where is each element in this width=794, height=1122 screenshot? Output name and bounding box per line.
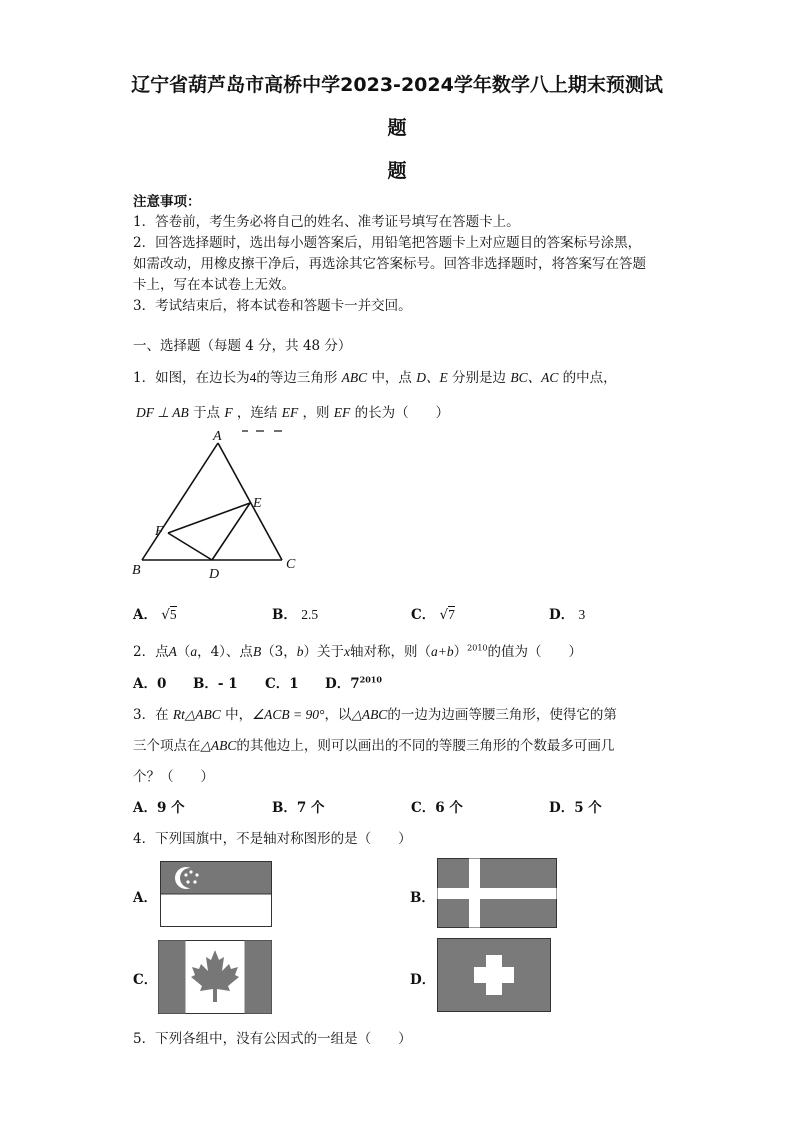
option-letter: C． bbox=[411, 800, 436, 816]
question-1-stem bbox=[133, 366, 617, 386]
notice-item: 卡上，写在本试卷上无效。 bbox=[133, 277, 295, 293]
math-run: ABC bbox=[341, 370, 368, 385]
label-d: D bbox=[209, 567, 220, 582]
option-text: 7 个 bbox=[296, 800, 325, 816]
text-run: 的值为（ ） bbox=[487, 644, 583, 660]
sqrt-icon: √ bbox=[161, 607, 170, 623]
text-run: ，连结 bbox=[236, 405, 278, 421]
question-3-stem-line3: 个？（ ） bbox=[133, 769, 214, 785]
option-letter: B． bbox=[410, 890, 435, 906]
notice-item: 3．考试结束后，将本试卷和答题卡一并交回。 bbox=[133, 298, 412, 314]
math-run: DF ⊥ AB bbox=[136, 405, 189, 420]
text-run: 3．在 bbox=[133, 707, 169, 723]
notice-heading: 注意事项： bbox=[133, 194, 201, 210]
text-run: （3， bbox=[261, 644, 297, 660]
option-a[interactable] bbox=[133, 886, 157, 906]
question-5-stem: 5．下列各组中，没有公因式的一组是（ ） bbox=[133, 1031, 412, 1047]
text-run: ，4）、点 bbox=[197, 644, 253, 660]
option-text: 7 bbox=[448, 607, 455, 622]
segment-de bbox=[212, 503, 250, 560]
notice-item: 1．答卷前，考生务必将自己的姓名、准考证号填写在答题卡上。 bbox=[133, 214, 520, 230]
question-3-stem bbox=[133, 703, 617, 723]
label-c: C bbox=[286, 557, 296, 572]
option-a[interactable] bbox=[133, 796, 185, 816]
label-b: B bbox=[132, 563, 141, 578]
option-b[interactable] bbox=[410, 886, 435, 906]
flag-left-band bbox=[159, 941, 186, 1014]
segment-ab bbox=[142, 443, 218, 560]
text-run: 中，点 bbox=[371, 370, 412, 386]
page-title-continued-2: 题 bbox=[387, 160, 407, 182]
text-run: ）关于 bbox=[303, 644, 345, 660]
option-a[interactable] bbox=[133, 672, 166, 692]
flag-cross-horizontal bbox=[438, 888, 557, 899]
math-run: Rt△ABC bbox=[172, 707, 221, 722]
text-run: ，则 bbox=[302, 405, 330, 421]
math-run: △ABC bbox=[351, 707, 388, 722]
flag-right-band bbox=[245, 941, 272, 1014]
label-a: A bbox=[213, 429, 222, 444]
option-letter: D． bbox=[325, 676, 351, 692]
text-run: （ bbox=[176, 644, 191, 660]
segment-fe bbox=[168, 503, 250, 533]
option-d[interactable] bbox=[410, 968, 435, 988]
math-run: a bbox=[190, 644, 198, 659]
math-run: △ABC bbox=[200, 738, 237, 753]
text-run: 1．如图，在边长为 bbox=[133, 370, 250, 386]
option-text: 5 个 bbox=[574, 800, 602, 816]
notice-item: 如需改动，用橡皮擦干净后，再选涂其它答案标号。回答非选择题时，将答案写在答题 bbox=[133, 256, 646, 272]
option-c[interactable] bbox=[133, 968, 157, 988]
text-run: 于点 bbox=[193, 405, 221, 421]
option-letter: C． bbox=[265, 676, 290, 692]
option-text: - 1 bbox=[217, 676, 238, 692]
option-letter: A． bbox=[133, 676, 157, 692]
option-b[interactable] bbox=[193, 672, 238, 692]
option-a[interactable] bbox=[133, 603, 177, 623]
text-run: 中， bbox=[225, 707, 253, 723]
option-letter: B． bbox=[272, 800, 297, 816]
option-text: 2.5 bbox=[301, 607, 319, 622]
option-d[interactable] bbox=[549, 796, 602, 816]
option-text: 7 bbox=[350, 676, 360, 692]
exponent: 2010 bbox=[359, 674, 382, 685]
option-letter: A． bbox=[133, 890, 157, 906]
notice-item: 2．回答选择题时，选出每小题答案后，用铅笔把答题卡上对应题目的答案标号涂黑， bbox=[133, 235, 642, 251]
math-run: x bbox=[344, 644, 351, 659]
page-title: 辽宁省葫芦岛市高桥中学2023-2024学年数学八上期末预测试 bbox=[131, 74, 663, 96]
text-run: 的一边为边画等腰三角形，使得它的第 bbox=[387, 707, 617, 723]
text-run: 的等边三角形 bbox=[256, 370, 338, 386]
cross-flag[interactable] bbox=[437, 858, 557, 928]
section-heading: 一、选择题（每题 4 分，共 48 分） bbox=[133, 338, 352, 354]
option-c[interactable] bbox=[411, 603, 455, 623]
canada-flag[interactable] bbox=[158, 940, 272, 1014]
option-b[interactable] bbox=[272, 603, 318, 623]
text-run: ，以 bbox=[324, 707, 352, 723]
option-letter: B． bbox=[272, 607, 297, 623]
question-1-stem-line2 bbox=[136, 401, 449, 421]
math-run: b bbox=[296, 644, 304, 659]
text-run: 的中点， bbox=[562, 370, 617, 386]
label-f: F bbox=[155, 524, 164, 539]
math-run: BC、AC bbox=[510, 370, 559, 385]
option-letter: D． bbox=[410, 972, 436, 988]
sqrt-icon: √ bbox=[439, 607, 449, 623]
math-run: A bbox=[168, 644, 177, 659]
option-d[interactable] bbox=[325, 672, 382, 692]
math-run: F bbox=[224, 405, 233, 420]
text-run: 分别是边 bbox=[452, 370, 507, 386]
label-e: E bbox=[253, 496, 262, 511]
question-3-stem-line2 bbox=[133, 734, 614, 754]
option-letter: C． bbox=[133, 972, 158, 988]
math-run: D、E bbox=[416, 370, 448, 385]
option-letter: A． bbox=[133, 607, 157, 623]
option-text: 9 个 bbox=[156, 800, 185, 816]
text-run: 2．点 bbox=[133, 644, 169, 660]
text-run: 的长为（ ） bbox=[354, 405, 450, 421]
option-text: 6 个 bbox=[435, 800, 463, 816]
option-letter: B． bbox=[193, 676, 218, 692]
page-title-continued: 题 bbox=[387, 117, 407, 139]
question-4-stem: 4．下列国旗中，不是轴对称图形的是（ ） bbox=[133, 831, 412, 847]
option-letter: D． bbox=[549, 607, 575, 623]
option-letter: C． bbox=[411, 607, 436, 623]
text-run: ） bbox=[453, 644, 468, 660]
option-text: 3 bbox=[578, 607, 586, 622]
math-run: EF bbox=[281, 405, 299, 420]
option-d[interactable] bbox=[549, 603, 585, 623]
triangle-figure bbox=[130, 425, 320, 585]
text-run: 轴对称，则（ bbox=[350, 644, 432, 660]
math-run: ∠ACB = 90° bbox=[252, 707, 325, 722]
question-2-stem bbox=[133, 640, 582, 660]
math-run: B bbox=[252, 644, 262, 659]
option-letter: A． bbox=[133, 800, 157, 816]
math-run: 4 bbox=[249, 370, 257, 385]
segment-ac bbox=[218, 443, 282, 560]
segment-fd bbox=[168, 533, 212, 560]
option-text: 5 bbox=[169, 607, 177, 622]
switzerland-flag[interactable] bbox=[437, 938, 551, 1012]
flag-cross-horizontal bbox=[474, 967, 514, 983]
math-run: EF bbox=[333, 405, 351, 420]
option-text: 1 bbox=[289, 676, 299, 692]
option-c[interactable] bbox=[265, 672, 299, 692]
math-run: a+b bbox=[431, 644, 454, 659]
option-letter: D． bbox=[549, 800, 575, 816]
option-text: 0 bbox=[156, 676, 167, 692]
option-c[interactable] bbox=[411, 796, 463, 816]
singapore-flag[interactable] bbox=[160, 861, 272, 927]
text-run: 的其他边上，则可以画出的不同的等腰三角形的个数最多可画几 bbox=[236, 738, 615, 754]
text-run: 三个项点在 bbox=[133, 738, 201, 754]
option-b[interactable] bbox=[272, 796, 325, 816]
exponent: 2010 bbox=[467, 643, 488, 653]
